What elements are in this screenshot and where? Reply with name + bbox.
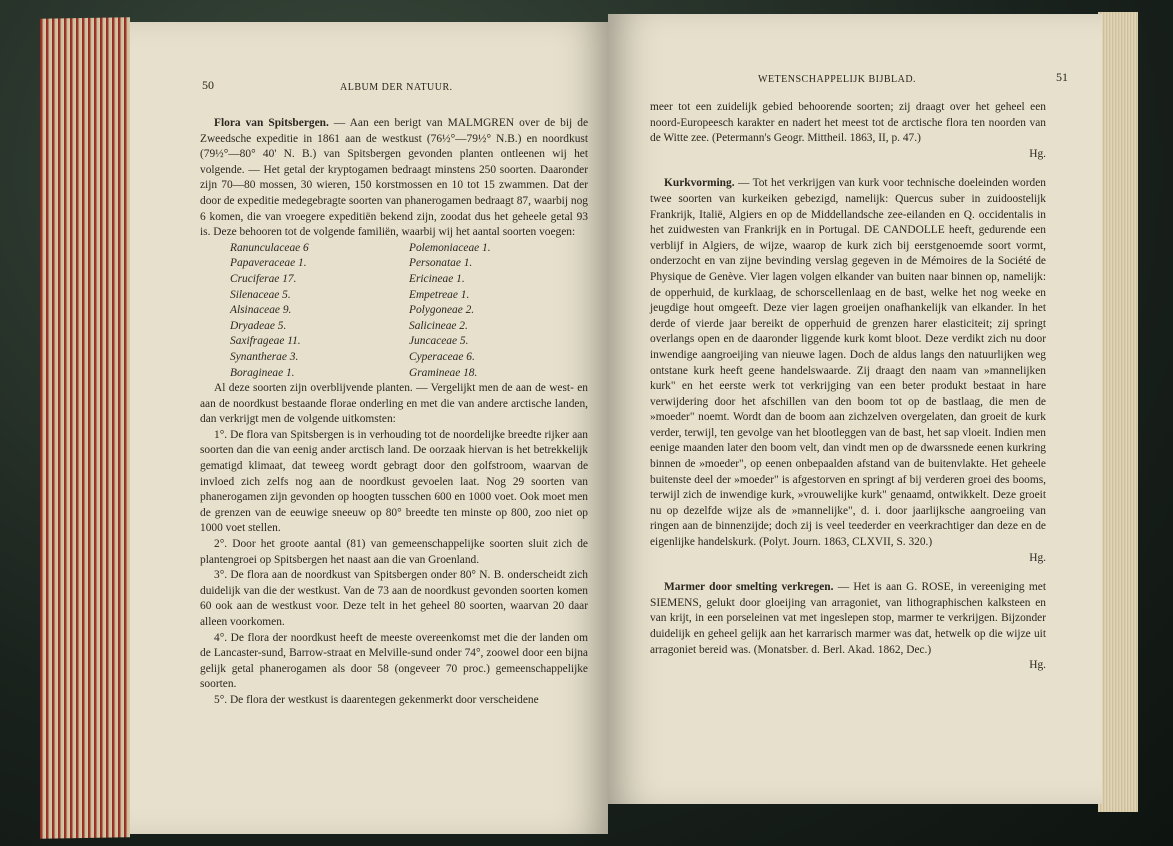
page-number-right: 51 <box>1056 70 1068 84</box>
paragraph: — Tot het verkrijgen van kurk voor technische doeleinden worden twee soorten van kurkeiken gebezigd, namelijk: Quercus suber in zuidoostelijk Frankrijk, Italië, Algiers en op de Middellandsche zee-eilanden en Q. occidentalis in het zuidwesten van Frankrijk en in Portugal. DE CANDOLLE heeft, gedurende een verblijf in Algiers, de wijze, waarop de kurk zich bij eerstgenoemde soort vormt, onderzocht en van zijne bevinding verslag gegeven in de Mémoires de la Société de Physique de Genève. Vier lagen volgen elkander van buiten naar binnen op, namelijk: de opperhuid, de kurklaag, de schorscellenlaag en de bast, welke het nog weeke en jeugdige hout omgeeft. Deze vier lagen groeijen onafhankelijk van elkander. In het derde of vierde jaar bereikt de opperhuid de grenzen harer elasticiteit; zij springt overlangs open en de daaronder liggende kurk komt bloot. Deze verdikt zich nu door inwendige aangroeijing van nieuwe lagen. Doch de aldus langs den natuurlijken weg ontstane kurk heeft geene handelswaarde. Zij draagt den naam van »mannelijken kurk" en het eerste werk tot verkrijging van een beter produkt bestaat in hare verwijdering door het afschillen van den boom tot op de bastlaag, die men de »moeder" noemt. Wordt dan de boom aan zichzelven overgelaten, dan groeit de kurk verder, terwijl, ten gevolge van het blootleggen van de bast, het sap vloeit. Indien men eenige maanden later den boom velt, dan vindt men op de dwarssnede eenen kurkring binnen de »moeder", op eenen onbepaalden afstand van de buitenvlakte. Het geheele buitenste deel der »moeder" is afgestorven en springt af bij verderen groei des booms, terwijl zich de inwendige kurk, »vrouwelijke kurk" genaamd, ontwikkelt. Deze groeit nu op dezelfde wijze als de »mannelijke", d. i. door jaarlijksche aangroeiing van ringen aan de binnenzijde; doch zij is veel teederder en veerkrachtiger dan deze en de eigenlijke handelskurk. (Polyt. Journ. 1863, CLXVII, S. 320.) <box>650 177 1046 549</box>
family-item: Empetreae 1. <box>409 288 470 301</box>
family-item: Cyperaceae 6. <box>409 350 475 363</box>
paragraph: 1°. De flora van Spitsbergen is in verhouding tot de noordelijke breedte rijker aan soorten dan die van eenig ander arctisch land. De oorzaak hiervan is het betrekkelijk gematigd klimaat, dat teweeg wordt gebragt door den golfstroom, waarvan de invloed zich zelfs nog aan de noordkust gevoelen laat. Nog 29 soorten van phanerogamen zijn gevonden op hoogten tusschen 600 en 1000 voet. Ook moet men de grenzen van de eeuwige sneeuw op 80° breedte ten minste op 800, zoo niet op 1000 voet stellen. <box>200 428 588 535</box>
right-text-block <box>650 100 1046 674</box>
family-item: Ericineae 1. <box>409 272 465 285</box>
paragraph: 2°. Door het groote aantal (81) van gemeenschappelijke soorten sluit zich de plantengroei op Spitsbergen het naast aan die van Groenland. <box>200 538 588 566</box>
book-edge-left <box>40 17 130 839</box>
paragraph: 3°. De flora aan de noordkust van Spitsbergen onder 80° N. B. onderscheidt zich duidelijk van die der westkust. Van de 73 aan de noordkust gevonden soorten komen 60 ook aan de westkust voor. Deze telt in het geheel 80 soorten, waarvan 20 daar alleen voorkomen. <box>200 569 588 628</box>
paragraph: — Het is aan G. ROSE, in vereeniging met SIEMENS, gelukt door gloeijing van arragoniet, van lithographischen kalksteen en van krijt, in een porseleinen vat met ingeslepen stop, marmer te verkrijgen. Bijzonder duidelijk en geheel gelijk aan het karrarisch marmer was dat, hetwelk op die wijze uit arragoniet bereid was. (Monatsber. d. Berl. Akad. 1862, Dec.) <box>650 581 1046 656</box>
signature: Hg. <box>1029 551 1046 564</box>
paragraph: — Aan een berigt van MALMGREN over de bij de Zweedsche expeditie in 1861 aan de westkust (76½°—79½° N.B.) en noordkust (79½°—80° 40' N. B.) van Spitsbergen gevonden planten ontleenen wij het volgende. — Het getal der kryptogamen bedraagt minstens 250 soorten. Daaronder zijn 70—80 mossen, 30 wieren, 150 korstmossen en 10 tot 15 zwammen. Dat der door de expeditie medegebragte soorten van phanerogamen bedraagt 87, waarbij nog 6 komen, die van vroegere expeditiën bekend zijn, zoodat dus het geheele getal 93 is. Deze behooren tot de volgende familiën, waarbij wij het aantal soorten voegen: <box>200 117 589 239</box>
family-item: Personatae 1. <box>409 257 473 270</box>
family-item: Salicineae 2. <box>409 319 468 332</box>
article-title-flora: Flora van Spitsbergen. <box>214 117 329 129</box>
paragraph: 5°. De flora der westkust is daarentegen gekenmerkt door verscheidene <box>214 693 539 706</box>
left-page <box>130 22 608 834</box>
running-header-left: ALBUM DER NATUUR. <box>340 82 453 93</box>
family-item: Polemoniaceae 1. <box>409 241 491 254</box>
article-title-marmer: Marmer door smelting verkregen. <box>664 581 834 594</box>
family-item: Cruciferae 17. <box>230 272 297 285</box>
family-item: Silenaceae 5. <box>230 288 291 301</box>
family-item: Synantherae 3. <box>230 350 299 363</box>
family-item: Polygoneae 2. <box>409 304 475 317</box>
paragraph: 4°. De flora der noordkust heeft de meeste overeenkomst met die der landen om de Lancaster-sund, Barrow-straat en Melville-sund onder 74°, zoowel door een bijna gelijk getal phanerogamen als door 58 (ongeveer 70 proc.) gemeenschappelijke soorten. <box>200 631 588 691</box>
left-text-block <box>200 116 588 709</box>
family-item: Boragineae 1. <box>230 366 295 379</box>
family-item: Ranunculaceae 6 <box>230 241 309 254</box>
article-title-kurk: Kurkvorming. <box>664 177 735 190</box>
family-item: Alsinaceae 9. <box>230 304 292 317</box>
family-item: Gramineae 18. <box>409 366 478 379</box>
running-header-right: WETENSCHAPPELIJK BIJBLAD. <box>758 74 917 85</box>
family-item: Papaveraceae 1. <box>230 257 307 270</box>
right-page <box>608 14 1102 804</box>
family-item: Dryadeae 5. <box>230 319 287 332</box>
family-item: Saxifrageae 11. <box>230 335 301 348</box>
signature: Hg. <box>1029 659 1046 672</box>
family-list <box>200 241 588 381</box>
signature: Hg. <box>1029 147 1046 160</box>
book-edge-right <box>1098 12 1138 812</box>
page-number-left: 50 <box>202 78 214 92</box>
paragraph: Al deze soorten zijn overblijvende planten. — Vergelijkt men de aan de west- en aan de noordkust bestaande florae onderling en met die van andere arctische landen, dan verkrijgt men de volgende uitkomsten: <box>200 382 588 426</box>
paragraph: meer tot een zuidelijk gebied behoorende soorten; zij draagt over het geheel een noord-Europeesch karakter en nadert het meest tot de arctische flora ten noorden van de Witte zee. (Petermann's Geogr. Mittheil. 1863, II, p. 47.) <box>650 101 1046 145</box>
family-item: Juncaceae 5. <box>409 335 469 348</box>
